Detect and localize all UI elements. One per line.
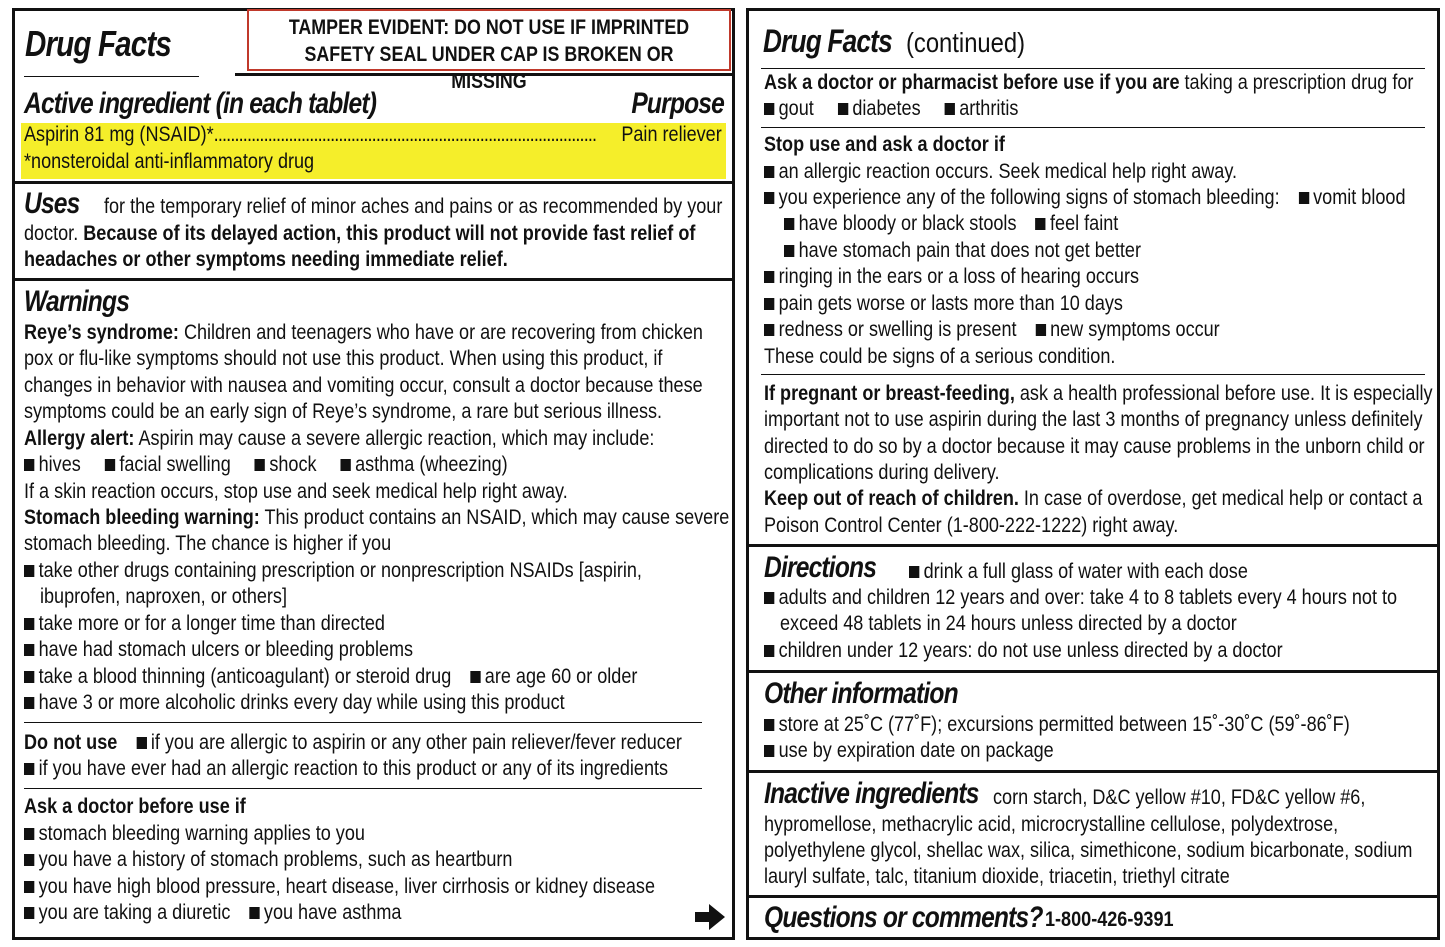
text-span: facial swelling: [119, 453, 231, 476]
keep-out-line-1: [764, 486, 1422, 512]
ask-doctor-item-3: [24, 874, 655, 900]
uses-heading: [24, 187, 92, 221]
allergy-line-1: [24, 426, 654, 452]
bullet-icon: [764, 166, 774, 178]
ask-doctor-heading: Ask a doctor before use if: [24, 795, 246, 818]
text-span: Do not use: [24, 731, 118, 754]
bullet-icon: [764, 719, 774, 731]
text-span: Because of its delayed action, this product will not provide fast relief of: [83, 222, 696, 245]
text-span: Reye’s syndrome:: [24, 321, 179, 344]
bullet-icon: [764, 645, 774, 657]
bullet-icon: [24, 854, 34, 866]
stomach-bullet-1-cont: ibuprofen, naproxen, or others]: [40, 585, 287, 608]
drug-facts-title: [25, 23, 203, 65]
text-span: Drug Facts: [25, 23, 171, 64]
text-span: Aspirin may cause a severe allergic reaction, which may include:: [138, 427, 655, 450]
section-rule: [749, 895, 1437, 898]
section-rule: [15, 278, 732, 281]
ask-doctor-item-2: [24, 847, 512, 873]
stop-use-heading: Stop use and ask a doctor if: [764, 133, 1005, 156]
text-span: doctor.: [24, 222, 79, 245]
bullet-icon: [909, 566, 919, 578]
drug-facts-panel-right: [746, 8, 1440, 940]
inactive-line-4: lauryl sulfate, talc, titanium dioxide, triacetin, triethyl citrate: [764, 865, 1230, 888]
text-span: asthma (wheezing): [355, 453, 508, 476]
reye-line-3: changes in behavior with nausea and vomiting occur, consult a doctor because these: [24, 374, 703, 397]
text-span: ask a health professional before use. It is especially: [1019, 382, 1433, 405]
text-span: are age 60 or older: [484, 665, 638, 688]
text-span: feel faint: [1050, 212, 1119, 235]
text-span: have 3 or more alcoholic drinks every day while using this product: [38, 691, 565, 714]
stop-use-subitem-2: [784, 238, 1141, 264]
drug-facts-panel-left: [12, 8, 735, 940]
text-span: take other drugs containing prescription or nonprescription NSAIDs [aspirin,: [38, 559, 642, 582]
directions-heading: [764, 551, 901, 585]
text-span: Purpose: [631, 87, 724, 120]
bullet-icon: [784, 218, 794, 230]
pregnant-line-1: [764, 381, 1433, 407]
active-footnote: *nonsteroidal anti-inflammatory drug: [24, 150, 315, 173]
text-span: Active ingredient (in each tablet): [24, 87, 377, 120]
text-span: Warnings: [24, 285, 130, 318]
text-span: Ask a doctor or pharmacist before use if you are: [764, 71, 1180, 94]
bullet-icon: [249, 907, 259, 919]
stop-use-item-5: [764, 317, 1220, 343]
uses-line-3: headaches or other symptoms needing immediate relief.: [24, 248, 508, 271]
directions-item-3: [764, 638, 1283, 664]
active-ingredient-heading: [24, 87, 453, 121]
text-span: gout: [778, 97, 814, 120]
text-span: adults and children 12 years and over: take 4 to 8 tablets every 4 hours not to: [778, 586, 1398, 609]
text-span: Keep out of reach of children.: [764, 487, 1019, 510]
sub-rule: [24, 788, 702, 789]
ask-doctor-item-1: [24, 821, 365, 847]
text-span: pain gets worse or lasts more than 10 days: [778, 292, 1123, 315]
text-span: taking a prescription drug for: [1184, 71, 1414, 94]
pregnant-line-3: directed to do so by a doctor because it may cause problems in the unborn child or: [764, 435, 1425, 458]
text-span: arthritis: [959, 97, 1019, 120]
continued-title: [763, 23, 1046, 60]
text-span: an allergic reaction occurs. Seek medical help right away.: [778, 160, 1238, 183]
section-rule: [749, 670, 1437, 673]
stop-use-item-2: [764, 185, 1405, 211]
stop-use-item-1: [764, 159, 1237, 185]
bullet-icon: [764, 192, 774, 204]
sub-rule: [761, 374, 1425, 375]
stomach-bullet-2: [24, 611, 385, 637]
bullet-icon: [1035, 218, 1045, 230]
stomach-bullet-1: [24, 558, 642, 584]
bullet-icon: [24, 618, 34, 630]
bullet-icon: [1035, 324, 1045, 336]
inactive-line-1: corn starch, D&C yellow #10, FD&C yellow #6,: [993, 786, 1366, 809]
do-not-use-line-2: [24, 756, 668, 782]
bullet-icon: [838, 103, 848, 115]
text-span: Directions: [764, 551, 877, 584]
text-span: stomach bleeding warning applies to you: [38, 822, 365, 845]
text-span: have bloody or black stools: [798, 212, 1017, 235]
title-underline: [24, 76, 199, 77]
bullet-icon: [1299, 192, 1309, 204]
bullet-icon: [136, 737, 146, 749]
bullet-icon: [764, 324, 774, 336]
bullet-icon: [24, 828, 34, 840]
active-ingredient-row: [24, 122, 703, 148]
continue-arrow-icon: [695, 904, 725, 930]
tamper-evident-notice: [247, 9, 731, 93]
other-info-heading: [764, 677, 1000, 711]
bullet-icon: [24, 763, 34, 775]
pregnant-line-4: complications during delivery.: [764, 461, 1000, 484]
bullet-icon: [24, 565, 34, 577]
stop-use-footer: These could be signs of a serious condition.: [764, 345, 1116, 368]
stomach-line-2: stomach bleeding. The chance is higher if you: [24, 532, 392, 555]
ask-doctor-item-4: [24, 900, 401, 926]
directions-item-2-cont: exceed 48 tablets in 24 hours unless directed by a doctor: [780, 612, 1237, 635]
do-not-use-line-1: [24, 730, 682, 756]
text-span: Allergy alert:: [24, 427, 135, 450]
text-span: drink a full glass of water with each dose: [923, 560, 1248, 583]
text-span: children under 12 years: do not use unless directed by a doctor: [778, 639, 1283, 662]
bullet-icon: [945, 103, 955, 115]
text-span: This product contains an NSAID, which may cause severe: [264, 506, 730, 529]
bullet-icon: [24, 644, 34, 656]
other-info-item-1: [764, 712, 1350, 738]
purpose-heading: [604, 87, 724, 121]
inactive-line-3: polyethylene glycol, shellac wax, silica, simethicone, sodium bicarbonate, sodium: [764, 839, 1413, 862]
bullet-icon: [764, 271, 774, 283]
text-span: use by expiration date on package: [778, 739, 1054, 762]
text-span: (continued): [906, 27, 1026, 58]
text-span: Stomach bleeding warning:: [24, 506, 260, 529]
bullet-icon: [24, 697, 34, 709]
bullet-icon: [105, 459, 115, 471]
ingredient-name: Aspirin 81 mg (NSAID)*: [24, 123, 214, 146]
text-span: hives: [38, 453, 81, 476]
bullet-icon: [764, 592, 774, 604]
text-span: you have a history of stomach problems, such as heartburn: [38, 848, 513, 871]
reye-line-1: [24, 320, 703, 346]
text-span: you have asthma: [263, 901, 402, 924]
text-span: store at 25˚C (77˚F); excursions permitted between 15˚-30˚C (59˚-86˚F): [778, 713, 1350, 736]
stomach-bullet-3: [24, 637, 413, 663]
text-span: new symptoms occur: [1050, 318, 1220, 341]
text-span: In case of overdose, get medical help or contact a: [1023, 487, 1423, 510]
warnings-heading: [24, 285, 152, 319]
stomach-bullet-4: [24, 664, 637, 690]
sub-rule: [24, 722, 702, 723]
questions-heading: Questions or comments?: [764, 901, 1043, 934]
bullet-icon: [24, 881, 34, 893]
ask-pharmacist-items: [764, 96, 1018, 122]
questions-phone: 1-800-426-9391: [1045, 908, 1174, 931]
text-span: have stomach pain that does not get better: [798, 239, 1141, 262]
bullet-icon: [340, 459, 350, 471]
text-span: If pregnant or breast-feeding,: [764, 382, 1015, 405]
text-span: redness or swelling is present: [778, 318, 1017, 341]
uses-line-2: [24, 221, 695, 247]
text-span: take more or for a longer time than directed: [38, 612, 385, 635]
tamper-line-2: SAFETY SEAL UNDER CAP IS BROKEN OR MISSING: [304, 43, 674, 93]
stop-use-item-3: [764, 264, 1139, 290]
directions-item-1: [909, 559, 1248, 585]
sub-rule: [761, 127, 1425, 128]
uses-line-1: for the temporary relief of minor aches and pains or as recommended by your: [104, 195, 723, 218]
reye-line-4: symptoms could be an early sign of Reye’s syndrome, a rare but serious illness.: [24, 400, 663, 423]
title-rule: [761, 68, 1425, 69]
stomach-bullet-5: [24, 690, 565, 716]
allergy-items: [24, 452, 508, 478]
bullet-icon: [764, 103, 774, 115]
section-rule: [749, 544, 1437, 547]
bullet-icon: [24, 671, 34, 683]
text-span: if you are allergic to aspirin or any other pain reliever/fever reducer: [150, 731, 682, 754]
reye-line-2: pox or flu-like symptoms should not use this product. When using this product, if: [24, 347, 663, 370]
bullet-icon: [24, 907, 34, 919]
text-span: you are taking a diuretic: [38, 901, 231, 924]
inactive-heading: [764, 777, 1026, 811]
purpose-value: Pain reliever: [621, 123, 722, 146]
tamper-line-1: TAMPER EVIDENT: DO NOT USE IF IMPRINTED: [288, 16, 690, 39]
allergy-line-2: If a skin reaction occurs, stop use and seek medical help right away.: [24, 480, 568, 503]
text-span: if you have ever had an allergic reaction to this product or any of its ingredients: [38, 757, 669, 780]
text-span: have had stomach ulcers or bleeding problems: [38, 638, 414, 661]
text-span: diabetes: [852, 97, 921, 120]
bullet-icon: [764, 298, 774, 310]
stop-use-item-4: [764, 291, 1123, 317]
stop-use-subitem-1: [784, 211, 1118, 237]
section-rule: [15, 181, 732, 184]
text-span: take a blood thinning (anticoagulant) or steroid drug: [38, 665, 452, 688]
text-span: vomit blood: [1313, 186, 1406, 209]
text-span: you have high blood pressure, heart disease, liver cirrhosis or kidney disease: [38, 875, 655, 898]
pregnant-line-2: important not to use aspirin during the last 3 months of pregnancy unless definitely: [764, 408, 1423, 431]
stomach-line-1: [24, 505, 729, 531]
text-span: Uses: [24, 187, 80, 220]
ask-pharmacist-line: [764, 70, 1413, 96]
bullet-icon: [24, 459, 34, 471]
inactive-line-2: hypromellose, methacrylic acid, microcrystalline cellulose, polydextrose,: [764, 813, 1339, 836]
text-span: Children and teenagers who have or are recovering from chicken: [183, 321, 703, 344]
bullet-icon: [255, 459, 265, 471]
bullet-icon: [470, 671, 480, 683]
keep-out-line-2: Poison Control Center (1-800-222-1222) right away.: [764, 514, 1179, 537]
text-span: Other information: [764, 677, 958, 710]
bullet-icon: [784, 245, 794, 257]
section-rule: [749, 770, 1437, 773]
text-span: shock: [269, 453, 317, 476]
bullet-icon: [764, 745, 774, 757]
text-span: Drug Facts: [763, 23, 892, 59]
text-span: Inactive ingredients: [764, 777, 979, 810]
text-span: you experience any of the following signs of stomach bleeding:: [778, 186, 1280, 209]
directions-item-2: [764, 585, 1397, 611]
header-rule: [235, 73, 732, 76]
leader-dots: ............................................................................................: [213, 123, 597, 146]
other-info-item-2: [764, 738, 1054, 764]
text-span: ringing in the ears or a loss of hearing occurs: [778, 265, 1140, 288]
